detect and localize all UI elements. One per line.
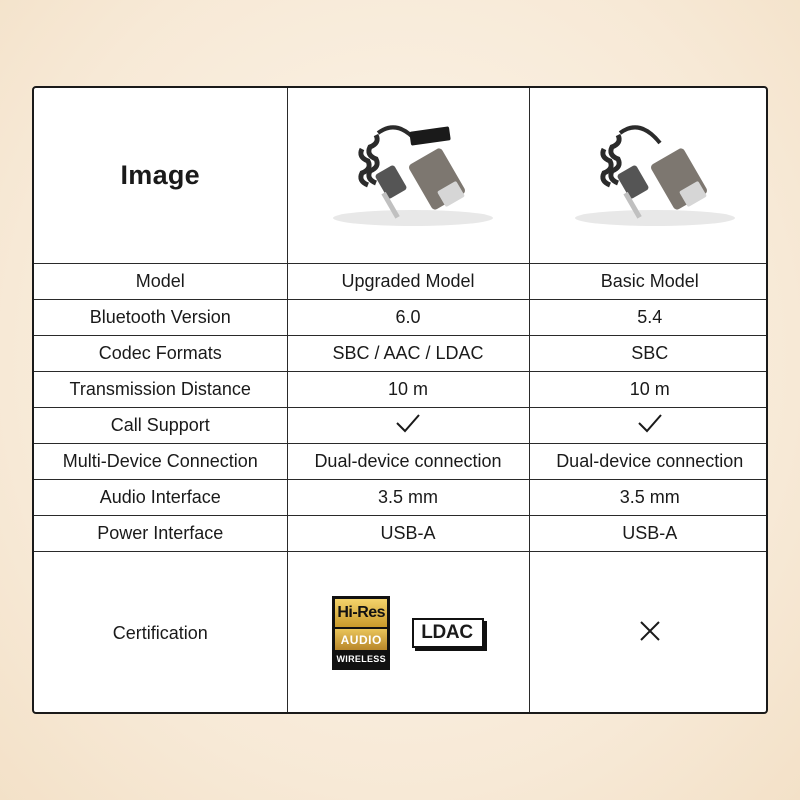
upgraded-product-image-cell [287, 88, 529, 263]
row-label: Bluetooth Version [34, 299, 287, 335]
upgraded-value-cell [287, 407, 529, 443]
table-row [34, 263, 768, 299]
row-label: Certification [34, 551, 287, 714]
table-row [34, 407, 768, 443]
table-row [34, 443, 768, 479]
table-row [34, 299, 768, 335]
cross-icon [639, 620, 661, 642]
hi-res-audio-wireless-logo: Hi-Res AUDIO WIRELESS [332, 596, 390, 670]
row-label: Audio Interface [34, 479, 287, 515]
certification-logos-cell [287, 551, 529, 714]
comparison-table [32, 86, 768, 714]
upgraded-value: 10 m [287, 371, 529, 407]
basic-product-image-cell [529, 88, 768, 263]
certification-row [34, 551, 768, 714]
basic-value: Dual-device connection [529, 443, 768, 479]
table-row [34, 335, 768, 371]
upgraded-product-image [318, 113, 498, 233]
basic-certification-cell [529, 551, 768, 714]
table-row [34, 371, 768, 407]
check-icon [636, 412, 664, 434]
upgraded-value: 3.5 mm [287, 479, 529, 515]
upgraded-value: 6.0 [287, 299, 529, 335]
basic-value-cell [529, 407, 768, 443]
check-icon [394, 412, 422, 434]
ldac-logo: LDAC [412, 618, 484, 648]
image-header-cell [34, 88, 287, 263]
table-row [34, 479, 768, 515]
row-label: Transmission Distance [34, 371, 287, 407]
upgraded-value: Dual-device connection [287, 443, 529, 479]
basic-value: Basic Model [529, 263, 768, 299]
row-label: Power Interface [34, 515, 287, 551]
upgraded-value: SBC / AAC / LDAC [287, 335, 529, 371]
row-label: Call Support [34, 407, 287, 443]
row-label: Model [34, 263, 287, 299]
basic-value: 10 m [529, 371, 768, 407]
table-row [34, 515, 768, 551]
row-label: Multi-Device Connection [34, 443, 287, 479]
basic-value: SBC [529, 335, 768, 371]
basic-product-image [560, 113, 740, 233]
basic-value: 3.5 mm [529, 479, 768, 515]
basic-value: 5.4 [529, 299, 768, 335]
upgraded-value: USB-A [287, 515, 529, 551]
image-header: Image [120, 159, 201, 190]
upgraded-value: Upgraded Model [287, 263, 529, 299]
basic-value: USB-A [529, 515, 768, 551]
row-label: Codec Formats [34, 335, 287, 371]
